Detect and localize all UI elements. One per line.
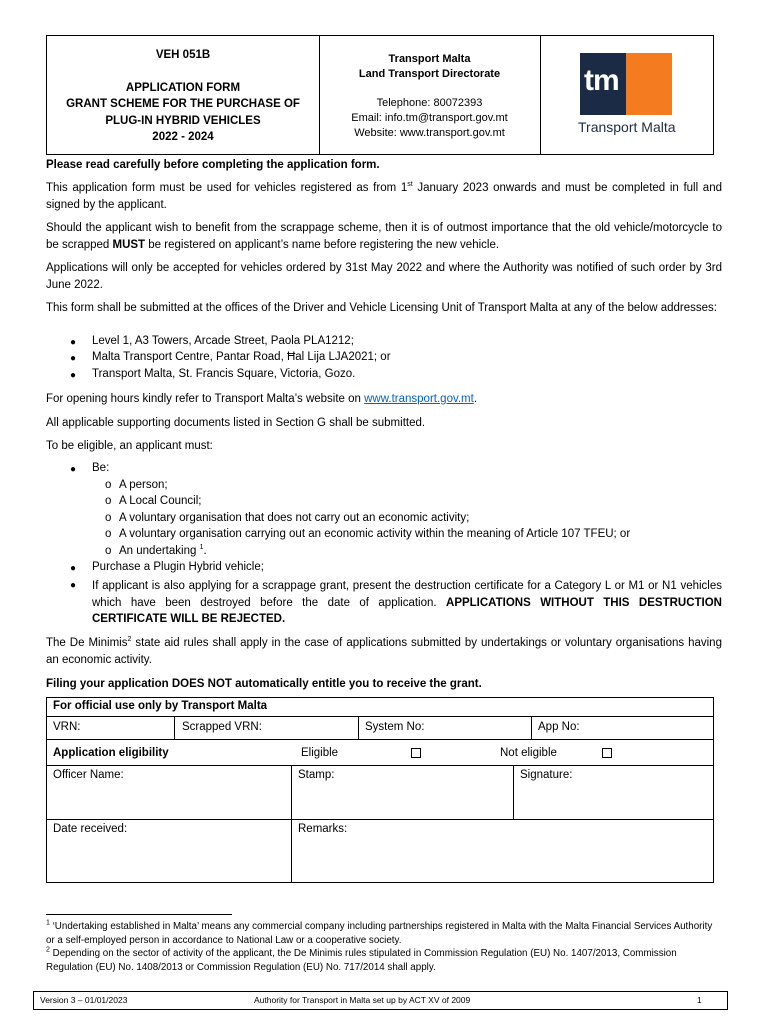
website: Website: www.transport.gov.mt [354, 127, 505, 139]
vrn-row [47, 717, 713, 740]
official-title-row [47, 698, 713, 717]
form-title-line-1: APPLICATION FORM [125, 81, 241, 94]
not-eligible-checkbox[interactable] [602, 748, 612, 758]
footnote-2: $^2$ Depending on the sector of activity of the applicant, the De Minimis rules stipulated in Commission Regulation (EU) No. 1407/2013, Commission Regulation (EU) No. 1408/2013 or Commission Regulation (EU) No. 717/2014 shall apply. [46, 946, 677, 973]
contact-cell [319, 36, 541, 154]
vrn-field[interactable]: VRN: [53, 721, 81, 733]
address-3: Transport Malta, St. Francis Square, Victoria, Gozo. [92, 368, 356, 380]
be-item-undertaking: An undertaking $^1$. [119, 544, 207, 557]
filing-notice: Filing your application DOES NOT automatically entitle you to receive the grant. [46, 678, 482, 690]
sub-bullet: o [105, 512, 112, 524]
date-received-field[interactable]: Date received: [53, 823, 128, 835]
purchase-requirement: Purchase a Plugin Hybrid vehicle; [92, 561, 264, 573]
header-box [46, 35, 714, 155]
org-name: Transport Malta [388, 53, 471, 65]
logo-cell [540, 36, 713, 154]
not-eligible-label: Not eligible [500, 747, 557, 759]
footnote-1: $^1$ ‘Undertaking established in Malta’ means any commercial company including partnerships registered in Malta with the Malta Financial Services Authority or a self-employed person in accordance to National Law or a cooperative society. [46, 919, 713, 946]
be-label: Be: [92, 462, 110, 474]
paragraph-registration: This application form must be used for vehicles registered as from 1st January 2023 onwards and must be completed in full and signed by the applicant. [46, 181, 722, 211]
bullet: ● [70, 464, 77, 475]
email: Email: info.tm@transport.gov.mt [351, 112, 508, 124]
bullet: ● [70, 563, 77, 574]
footnote-separator [46, 914, 232, 915]
read-carefully: Please read carefully before completing the application form. [46, 159, 380, 171]
authority-label: Authority for Transport in Malta set up by ACT XV of 2009 [254, 995, 471, 1005]
logo-tile-orange [626, 53, 672, 115]
signature-field[interactable]: Signature: [520, 769, 573, 781]
app-no-field[interactable]: App No: [538, 721, 580, 733]
system-no-field[interactable]: System No: [365, 721, 425, 733]
sub-bullet: o [105, 495, 112, 507]
be-item-person: A person; [119, 479, 168, 491]
sub-bullet: o [105, 545, 112, 557]
official-title: For official use only by Transport Malta [53, 700, 268, 712]
bullet: ● [70, 353, 77, 364]
be-item-local-council: A Local Council; [119, 495, 202, 507]
telephone: Telephone: 80072393 [376, 97, 483, 109]
scrappage-requirement: If applicant is also applying for a scrappage grant, present the destruction certificate for a Category L or M1 or N1 vehicles which have been destroyed before the date of application. APPLICATIONS WITHOUT THIS DESTRUCTION CERTIFICATE WILL BE REJECTED. [92, 580, 722, 625]
eligibility-label: Application eligibility [53, 747, 169, 759]
paragraph-supporting-docs: All applicable supporting documents listed in Section G shall be submitted. [46, 417, 426, 429]
officer-row [47, 766, 713, 820]
bullet: ● [70, 370, 77, 381]
be-item-voluntary-economic: A voluntary organisation carrying out an economic activity within the meaning of Article 107 TFEU; or [119, 528, 631, 540]
eligible-checkbox[interactable] [411, 748, 421, 758]
scrapped-vrn-field[interactable]: Scrapped VRN: [182, 721, 262, 733]
eligibility-row [47, 740, 713, 766]
eligible-label: Eligible [301, 747, 339, 759]
paragraph-scrappage: Should the applicant wish to benefit from the scrappage scheme, then it is of outmost importance that the old vehicle/motorcycle to be scrapped MUST be registered on applicant’s name before registering the new vehicle. [46, 222, 722, 251]
page-number: 1 [697, 995, 702, 1005]
address-1: Level 1, A3 Towers, Arcade Street, Paola PLA1212; [92, 335, 354, 347]
stamp-field[interactable]: Stamp: [298, 769, 335, 781]
sub-bullet: o [105, 479, 112, 491]
paragraph-submission: This form shall be submitted at the offices of the Driver and Vehicle Licensing Unit of Transport Malta at any of the below addresses: [46, 302, 717, 314]
remarks-row [47, 820, 713, 882]
paragraph-opening-hours: For opening hours kindly refer to Transport Malta’s website on www.transport.gov.mt. [46, 393, 478, 405]
form-code: VEH 051B [155, 49, 211, 61]
logo-name: Transport Malta [578, 119, 676, 135]
official-use-table [46, 697, 714, 883]
form-title-line-2: GRANT SCHEME FOR THE PURCHASE OF [66, 98, 300, 110]
form-title-line-4: 2022 - 2024 [152, 131, 214, 143]
address-2: Malta Transport Centre, Pantar Road, Ħal Lija LJA2021; or [92, 351, 391, 363]
version-label: Version 3 – 01/01/2023 [40, 995, 128, 1005]
logo-letters: tm [584, 64, 619, 97]
bullet: ● [70, 580, 77, 591]
sub-bullet: o [105, 528, 112, 540]
bullet: ● [70, 337, 77, 348]
paragraph-order-date: Applications will only be accepted for vehicles ordered by 31st May 2022 and where the Authority was notified of such order by 3rd June 2022. [46, 262, 722, 291]
be-item-voluntary-non-economic: A voluntary organisation that does not carry out an economic activity; [119, 512, 470, 524]
remarks-field[interactable]: Remarks: [298, 823, 348, 835]
form-title-cell [47, 36, 320, 154]
website-link[interactable]: www.transport.gov.mt [364, 393, 474, 405]
page-footer [33, 991, 728, 1010]
directorate: Land Transport Directorate [358, 68, 501, 80]
paragraph-de-minimis: The De Minimis$^2$ state aid rules shall apply in the case of applications submitted by undertakings or voluntary organisations having an economic activity. [46, 636, 722, 666]
form-title-line-3: PLUG-IN HYBRID VEHICLES [105, 114, 261, 127]
eligibility-intro: To be eligible, an applicant must: [46, 440, 213, 452]
officer-name-field[interactable]: Officer Name: [53, 769, 124, 781]
